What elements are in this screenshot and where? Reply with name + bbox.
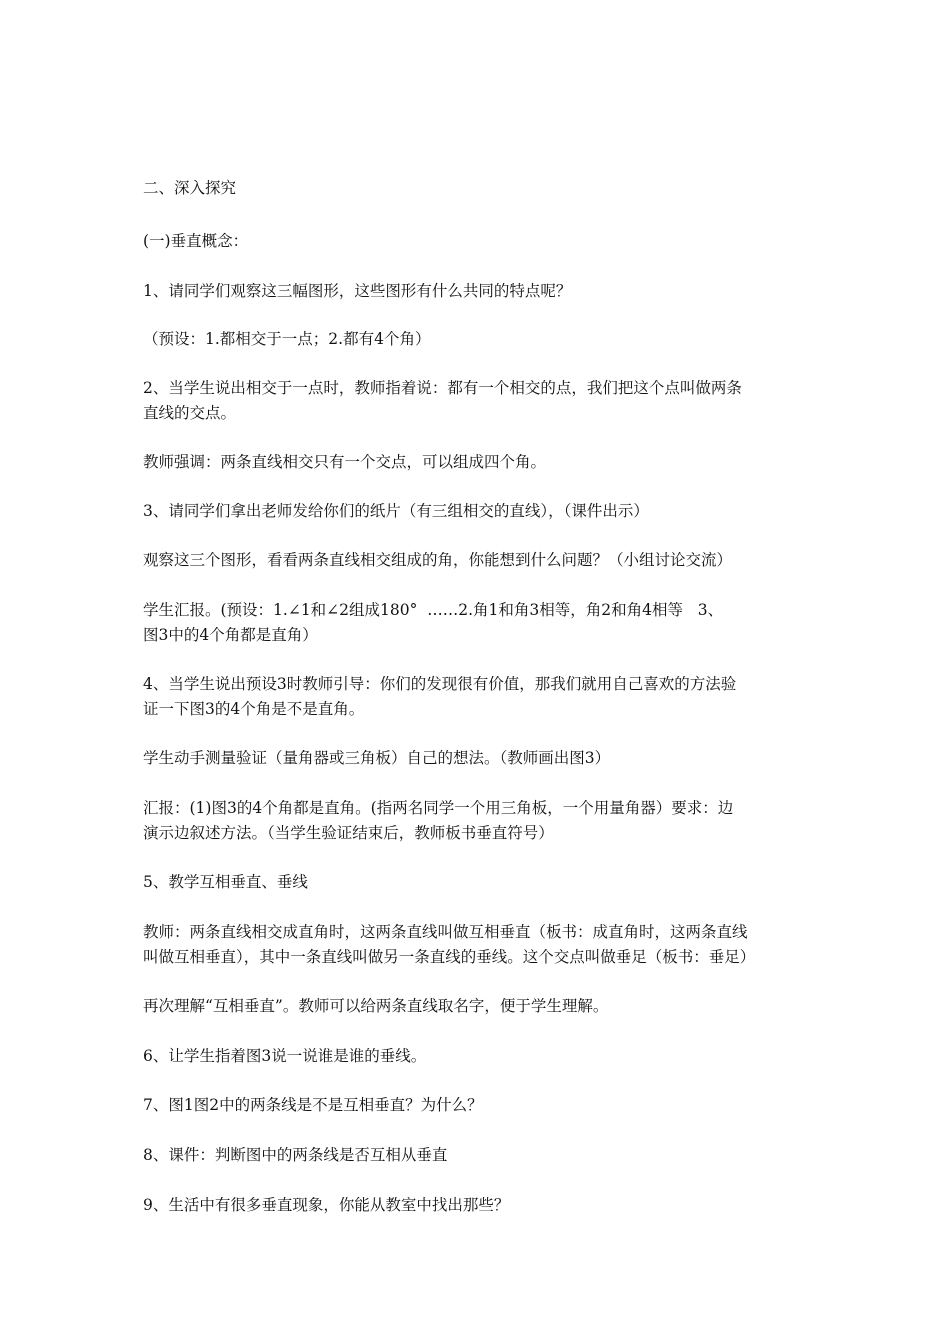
paragraph-9: 9、生活中有很多垂直现象，你能从教室中找出那些？ — [143, 1196, 510, 1214]
paragraph-5: 5、教学互相垂直、垂线 — [143, 873, 308, 891]
paragraph-summary-line-1: 汇报：(1)图3的4个角都是直角。(指两名同学一个用三角板，一个用量角器）要求：边 — [143, 799, 734, 817]
paragraph-teacher-line-2: 叫做互相垂直），其中一条直线叫做另一条直线的垂线。这个交点叫做垂足（板书：垂足） — [143, 948, 756, 966]
paragraph-report-line-1: 学生汇报。(预设：1.∠1和∠2组成180° ……2.角1和角3相等，角2和角4相等 3、 — [143, 601, 724, 619]
paragraph-understand: 再次理解“互相垂直”。教师可以给两条直线取名字，便于学生理解。 — [143, 997, 609, 1015]
paragraph-teacher-line-1: 教师：两条直线相交成直角时，这两条直线叫做互相垂直（板书：成直角时，这两条直线 — [143, 923, 748, 941]
paragraph-4-line-2: 证一下图3的4个角是不是直角。 — [143, 700, 365, 718]
paragraph-2-line-1: 2、当学生说出相交于一点时，教师指着说：都有一个相交的点，我们把这个点叫做两条 — [143, 379, 742, 397]
paragraph-measure: 学生动手测量验证（量角器或三角板）自己的想法。（教师画出图3） — [143, 749, 611, 767]
paragraph-7: 7、图1图2中的两条线是不是互相垂直？为什么？ — [143, 1096, 483, 1114]
paragraph-8: 8、课件：判断图中的两条线是否互相从垂直 — [143, 1146, 448, 1164]
paragraph-3: 3、请同学们拿出老师发给你们的纸片（有三组相交的直线），（课件出示） — [143, 502, 649, 520]
paragraph-emphasis: 教师强调：两条直线相交只有一个交点，可以组成四个角。 — [143, 453, 547, 471]
paragraph-2-line-2: 直线的交点。 — [143, 404, 237, 422]
paragraph-report-line-2: 图3中的4个角都是直角） — [143, 626, 318, 644]
paragraph-preset-1: （预设：1.都相交于一点；2.都有4个角） — [143, 330, 431, 348]
paragraph-4-line-1: 4、当学生说出预设3时教师引导：你们的发现很有价值，那我们就用自己喜欢的方法验 — [143, 675, 737, 693]
paragraph-observe: 观察这三个图形，看看两条直线相交组成的角，你能想到什么问题？（小组讨论交流） — [143, 551, 733, 569]
paragraph-summary-line-2: 演示边叙述方法。（当学生验证结束后，教师板书垂直符号） — [143, 824, 554, 842]
paragraph-1: 1、请同学们观察这三幅图形，这些图形有什么共同的特点呢？ — [143, 282, 572, 300]
subsection-heading: (一)垂直概念： — [143, 232, 249, 250]
paragraph-6: 6、让学生指着图3说一说谁是谁的垂线。 — [143, 1047, 427, 1065]
section-heading: 二、深入探究 — [143, 179, 237, 197]
